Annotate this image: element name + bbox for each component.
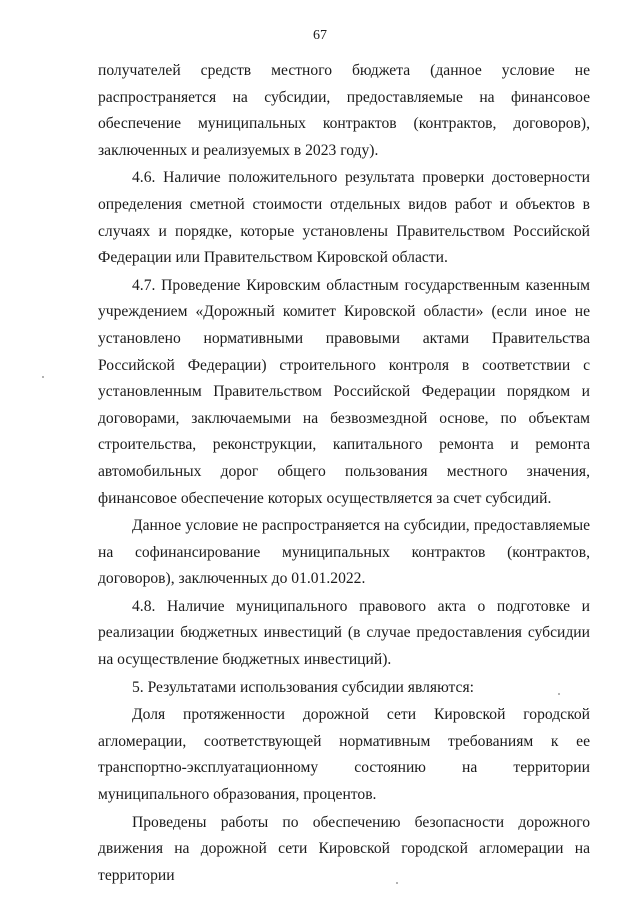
paragraph-result-share: Доля протяженности дорожной сети Кировской городской агломерации, соответствующей нормативным требованиям к ее транспортно-эксплуатационному состоянию на территории муниципального образования, процентов. [98,706,590,804]
paragraph-4-7: 4.7. Проведение Кировским областным государственным казенным учреждением «Дорожный комитет Кировской области» (если иное не установлено нормативными правовыми актами Правительства Российской Федерации) строительного контроля в соответствии с установленным Правительством Российской Федерации порядком и договорами, заключаемыми на безвозмездной основе, по объектам строительства, реконструкции, капитального ремонта и ремонта автомобильных дорог общего пользования местного значения, финансовое обеспечение которых осуществляется за счет субсидий. [98,276,590,507]
document-body [98,58,590,889]
paragraph-4-8: 4.8. Наличие муниципального правового акта о подготовке и реализации бюджетных инвестиций (в случае предоставления субсидии на осуществление бюджетных инвестиций). [98,597,590,669]
paragraph-5-heading: 5. Результатами использования субсидии являются: [132,678,474,696]
paragraph-result-safety: Проведены работы по обеспечению безопасности дорожного движения на дорожной сети Кировской городской агломерации на территории [98,813,590,884]
scan-speck [396,882,398,884]
scan-speck [558,693,560,695]
paragraph-exception-note: Данное условие не распространяется на субсидии, предоставляемые на софинансирование муниципальных контрактов (контрактов, договоров), заключенных до 01.01.2022. [98,517,590,588]
paragraph-continuation: получателей средств местного бюджета (данное условие не распространяется на субсидии, предоставляемые на финансовое обеспечение муниципальных контрактов (контрактов, договоров), заключенных и реализуемых в 2023 году). [98,62,590,159]
paragraph-4-6: 4.6. Наличие положительного результата проверки достоверности определения сметной стоимости отдельных видов работ и объектов в случаях и порядке, которые установлены Правительством Российской Федерации или Правительством Кировской области. [98,169,590,267]
page-number: 67 [313,28,327,43]
scan-speck [42,376,44,378]
